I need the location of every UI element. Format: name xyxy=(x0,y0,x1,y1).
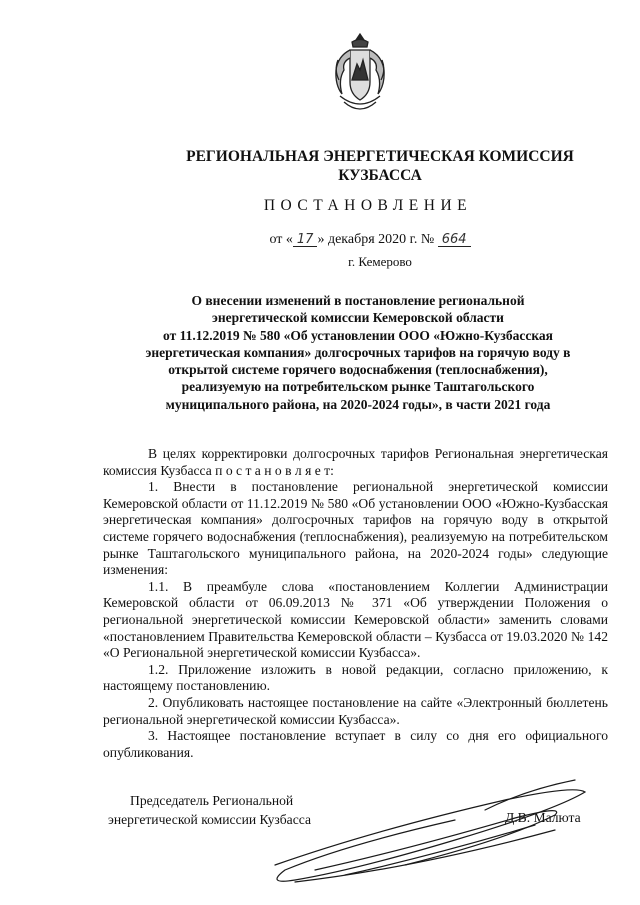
handwritten-number: 664 xyxy=(438,233,471,247)
item-2: 2. Опубликовать настоящее постановление на сайте «Электронный бюллетень региональной энергетической комиссии Кузбасса». xyxy=(103,694,608,727)
document-type: ПОСТАНОВЛЕНИЕ xyxy=(263,197,473,214)
subject-line: энергетическая компания» долгосрочных тарифов на горячую воду в xyxy=(145,344,571,360)
city: г. Кемерово xyxy=(348,254,412,269)
handwritten-day: 17 xyxy=(293,233,318,247)
subject-line: энергетической комиссии Кемеровской области xyxy=(212,310,504,326)
handwritten-signature xyxy=(255,770,605,900)
org-line-1: РЕГИОНАЛЬНАЯ ЭНЕРГЕТИЧЕСКАЯ КОМИССИЯ xyxy=(186,148,574,165)
date-prefix: от « xyxy=(269,232,293,247)
kuzbass-coat-of-arms-icon xyxy=(330,30,390,120)
intro-text: В целях корректировки долгосрочных тарифов Региональная энергетическая комиссия Кузбасса xyxy=(103,446,608,478)
item-1: 1. Внести в постановление региональной энергетической комиссии Кемеровской области от 11.12.2019 № 580 «Об установлении ООО «Южно-Кузбасская энергетическая компания» долгосрочных тарифов на горячую воду в открытой системе горячего водоснабжения (теплоснабжения), реализуемую на потребительском рынке Таштагольского муниципального района, на 2020-2024 годы» следующие изменения: xyxy=(103,479,608,578)
subject-line: реализуемую на потребительском рынке Таштагольского xyxy=(181,379,535,395)
date-line xyxy=(220,232,520,248)
subject-line: О внесении изменений в постановление региональной xyxy=(191,293,525,308)
item-1-1: 1.1. В преамбуле слова «постановлением Коллегии Администрации Кемеровской области от 06.09.2013 № 371 «Об утверждении Положения о региональной энергетической комиссии Кемеровской области» заменить словами «постановлением Правительства Кемеровской области – Кузбасса от 19.03.2020 № 142 «О Региональной энергетической комиссии Кузбасса». xyxy=(103,578,608,661)
signatory-title-line-1: Председатель Региональной xyxy=(130,793,294,808)
signatory-name: Д.В. Малюта xyxy=(505,810,581,825)
document-body xyxy=(103,446,608,761)
signatory-title-line-2: энергетической комиссии Кузбасса xyxy=(108,812,311,827)
item-1-2: 1.2. Приложение изложить в новой редакции, согласно приложению, к настоящему постановлению. xyxy=(103,661,608,694)
intro-paragraph xyxy=(103,446,608,479)
subject-line: открытой системе горячего водоснабжения (теплоснабжения), xyxy=(168,362,548,378)
intro-decree: п о с т а н о в л я е т: xyxy=(215,462,334,478)
document-subject xyxy=(108,292,608,413)
org-line-2: КУЗБАССА xyxy=(338,167,422,184)
item-3: 3. Настоящее постановление вступает в силу со дня его официального опубликования. xyxy=(103,728,608,760)
subject-line: от 11.12.2019 № 580 «Об установлении ООО «Южно-Кузбасская xyxy=(163,327,553,343)
date-middle: » декабря 2020 г. № xyxy=(317,232,435,247)
organization-name xyxy=(180,147,580,185)
subject-line: муниципального района, на 2020-2024 годы», в части 2021 года xyxy=(165,396,551,412)
